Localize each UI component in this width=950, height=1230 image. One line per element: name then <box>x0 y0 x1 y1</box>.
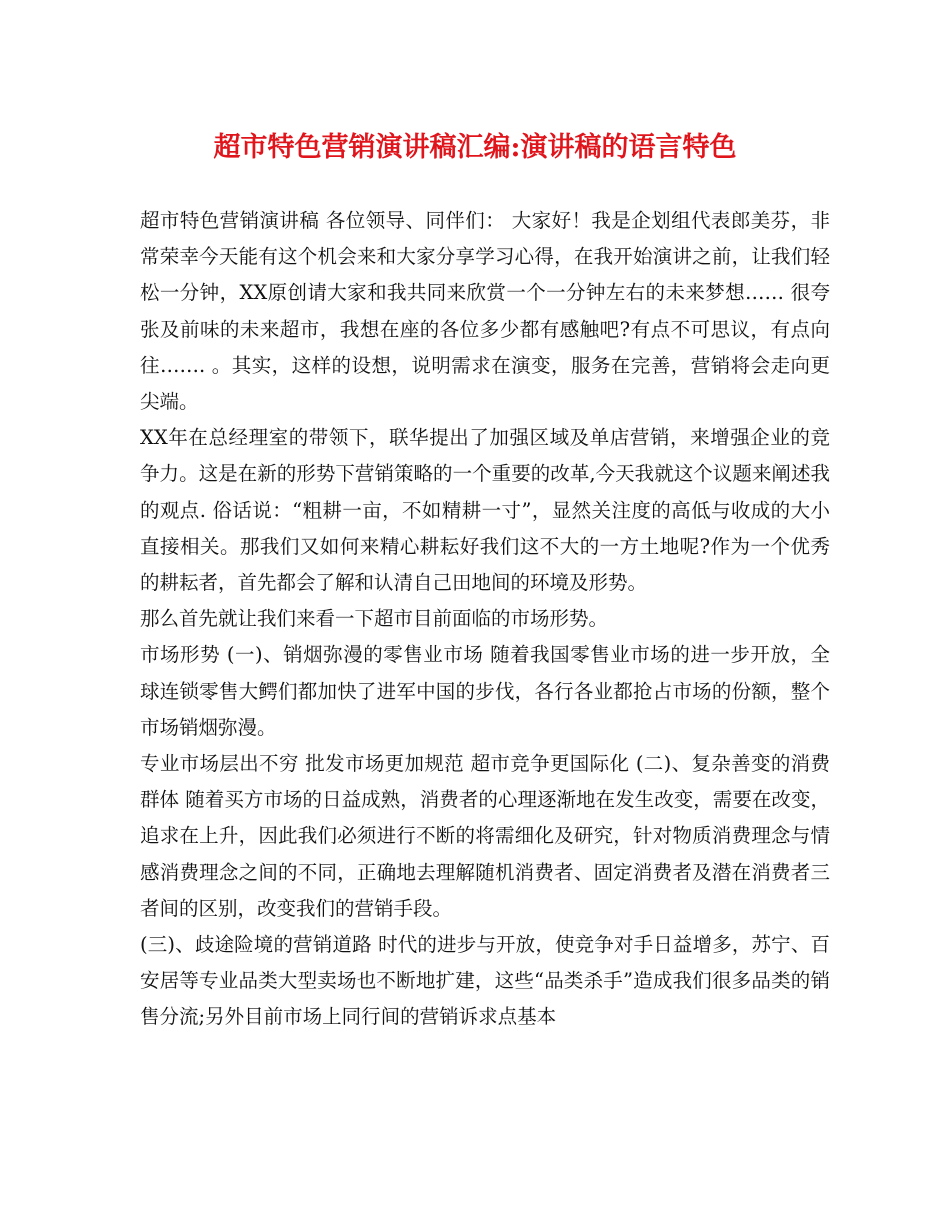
document-title: 超市特色营销演讲稿汇编:演讲稿的语言特色 <box>213 132 737 163</box>
paragraph-market-one: 市场形势 (一)、销烟弥漫的零售业市场 随着我国零售业市场的进一步开放，全球连锁零售大鳄们都加快了进军中国的步伐，各行各业都抢占市场的份额，整个市场销烟弥漫。 <box>140 643 830 739</box>
paragraph-market-intro: 那么首先就让我们来看一下超市目前面临的市场形势。 <box>140 607 609 631</box>
document-body <box>140 203 830 1036</box>
paragraph-market-three: (三)、歧途险境的营销道路 时代的进步与开放，使竞争对手日益增多，苏宁、百安居等专业品类大型卖场也不断地扩建，这些“品类杀手”造成我们很多品类的销售分流;另外目前市场上同行间的营销诉求点基本 <box>140 933 830 1029</box>
paragraph-market-two: 专业市场层出不穷 批发市场更加规范 超市竞争更国际化 (二)、复杂善变的消费群体 随着买方市场的日益成熟，消费者的心理逐渐地在发生改变，需要在改变，追求在上升，因此我们必须进行不断的将需细化及研究，针对物质消费理念与情感消费理念之间的不同，正确地去理解随机消费者、固定消费者及潜在消费者三者间的区别，改变我们的营销手段。 <box>140 752 830 920</box>
paragraph-intro: 超市特色营销演讲稿 各位领导、同伴们： 大家好！我是企划组代表郎美芬，非常荣幸今天能有这个机会来和大家分享学习心得，在我开始演讲之前，让我们轻松一分钟，XX原创请大家和我共同来欣赏一个一分钟左右的未来梦想…… 很夸张及前味的未来超市，我想在座的各位多少都有感触吧?有点不可思议，有点向往……. 。其实，这样的设想，说明需求在演变，服务在完善，营销将会走向更尖端。 <box>140 209 830 414</box>
paragraph-strategy: XX年在总经理室的带领下，联华提出了加强区域及单店营销，来增强企业的竞争力。这是在新的形势下营销策略的一个重要的改革,今天我就这个议题来阐述我的观点. 俗话说：“粗耕一亩，不如精耕一寸”，显然关注度的高低与收成的大小直接相关。那我们又如何来精心耕耘好我们这不大的一方土地呢?作为一个优秀的耕耘者，首先都会了解和认清自己田地间的环境及形势。 <box>140 426 830 595</box>
